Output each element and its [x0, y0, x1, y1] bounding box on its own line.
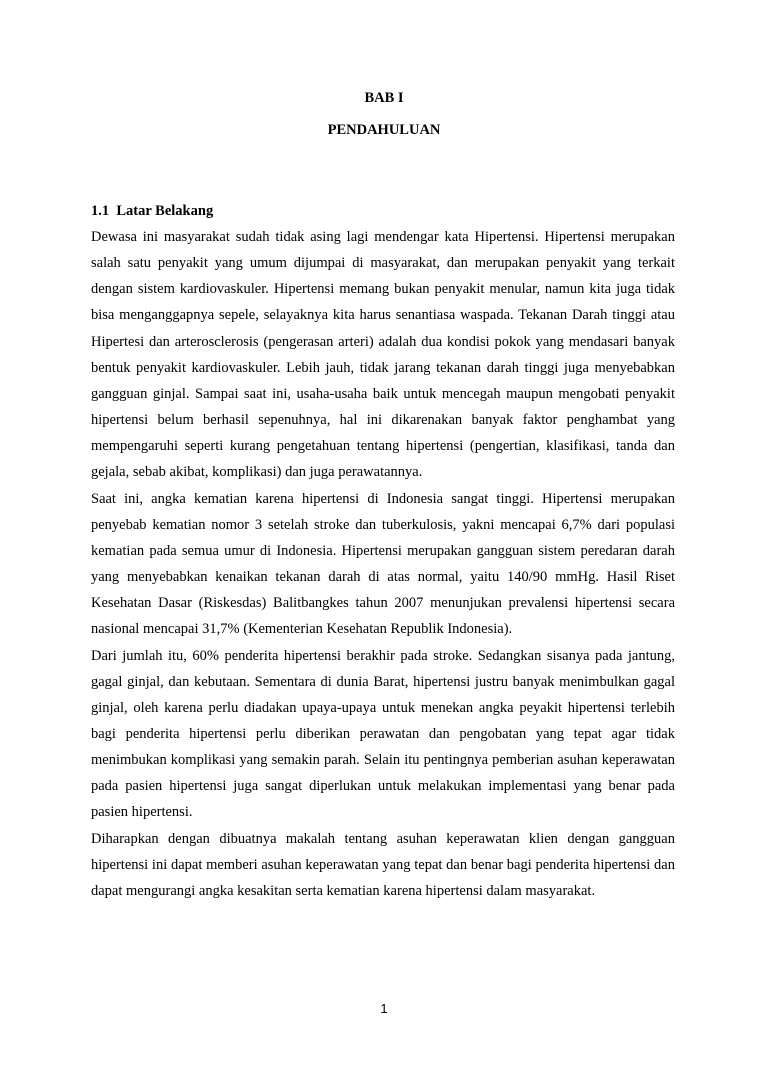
- paragraph-1: Dewasa ini masyarakat sudah tidak asing lagi mendengar kata Hipertensi. Hipertensi merupakan salah satu penyakit yang umum dijumpai di masyarakat, dan merupakan penyakit yang terkait dengan sistem kardiovaskuler. Hipertensi memang bukan penyakit menular, namun kita juga tidak bisa menganggapnya sepele, selayaknya kita harus senantiasa waspada. Tekanan Darah tinggi atau Hipertesi dan arterosclerosis (pengerasan arteri) adalah dua kondisi pokok yang mendasari banyak bentuk penyakit kardiovaskuler. Lebih jauh, tidak jarang tekanan darah tinggi juga menyebabkan gangguan ginjal. Sampai saat ini, usaha-usaha baik untuk mencegah maupun mengobati penyakit hipertensi belum berhasil sepenuhnya, hal ini dikarenakan banyak faktor penghambat yang mempengaruhi seperti kurang pengetahuan tentang hipertensi (pengertian, klasifikasi, tanda dan gejala, sebab akibat, komplikasi) dan juga perawatannya.: [91, 229, 675, 481]
- body-text: [91, 224, 675, 904]
- paragraph-2: Saat ini, angka kematian karena hipertensi di Indonesia sangat tinggi. Hipertensi merupakan penyebab kematian nomor 3 setelah stroke dan tuberkulosis, yakni mencapai 6,7% dari populasi kematian pada semua umur di Indonesia. Hipertensi merupakan gangguan sistem peredaran darah yang menyebabkan kenaikan tekanan darah di atas normal, yaitu 140/90 mmHg. Hasil Riset Kesehatan Dasar (Riskesdas) Balitbangkes tahun 2007 menunjukan prevalensi hipertensi secara nasional mencapai 31,7% (Kementerian Kesehatan Republik Indonesia).: [91, 490, 675, 638]
- chapter-label: BAB I: [364, 90, 404, 106]
- paragraph-4: Diharapkan dengan dibuatnya makalah tentang asuhan keperawatan klien dengan gangguan hipertensi ini dapat memberi asuhan keperawatan yang tepat dan benar bagi penderita hipertensi dan dapat mengurangi angka kesakitan serta kematian karena hipertensi dalam masyarakat.: [91, 830, 675, 899]
- section-heading: 1.1 Latar Belakang: [91, 203, 214, 219]
- page-number: 1: [380, 1001, 388, 1016]
- chapter-title: PENDAHULUAN: [327, 122, 441, 138]
- paragraph-3: Dari jumlah itu, 60% penderita hipertensi berakhir pada stroke. Sedangkan sisanya pada jantung, gagal ginjal, dan kebutaan. Sementara di dunia Barat, hipertensi justru banyak menimbulkan gagal ginjal, oleh karena perlu diadakan upaya-upaya untuk menekan angka peyakit hipertensi terlebih bagi penderita hipertensi perlu diberikan perawatan dan pengobatan yang tepat agar tidak menimbukan komplikasi yang semakin parah. Selain itu pentingnya pemberian asuhan keperawatan pada pasien hipertensi juga sangat diperlukan untuk melakukan implementasi yang benar pada pasien hipertensi.: [91, 647, 675, 821]
